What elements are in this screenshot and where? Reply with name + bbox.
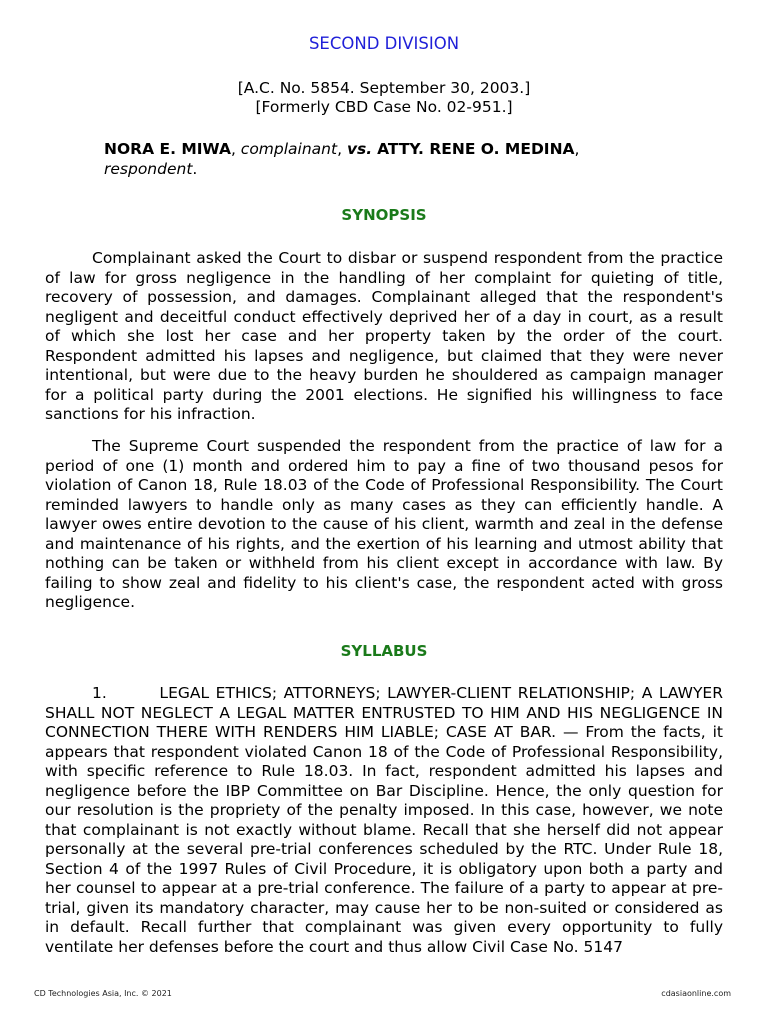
complainant-role: complainant: [240, 140, 338, 158]
complainant-name: NORA E. MIWA: [104, 140, 231, 158]
synopsis-heading: SYNOPSIS: [341, 206, 427, 224]
synopsis-paragraph: Complainant asked the Court to disbar or suspend respondent from the practice of law for gross negligence in the handling of her complaint for quieting of title, recovery of possession, and damages. Complainant alleged that the respondent's negligent and deceitful conduct effectively deprived her of a day in court, as a result of which she lost her case and her property taken by the order of the court. Respondent admitted his lapses and negligence, but claimed that they were never intentional, but were due to the heavy burden he shouldered as campaign manager for a political party during the 2001 elections. He signified his willingness to face sanctions for his infraction.: [45, 249, 723, 423]
division-title: SECOND DIVISION: [308, 34, 460, 53]
footer-copyright: CD Technologies Asia, Inc. © 2021: [34, 989, 172, 998]
synopsis-paragraph: The Supreme Court suspended the respondent from the practice of law for a period of one (1) month and ordered him to pay a fine of two thousand pesos for violation of Canon 18, Rule 18.03 of the Code of Professional Responsibility. The Court reminded lawyers to handle only as many cases as they can efficiently handle. A lawyer owes entire devotion to the cause of his client, warmth and zeal in the defense and maintenance of his rights, and the exertion of his learning and utmost ability that nothing can be taken or withheld from his client except in accordance with law. By failing to show zeal and fidelity to his client's case, the respondent acted with gross negligence.: [45, 437, 723, 611]
syllabus-heading: SYLLABUS: [340, 642, 428, 660]
respondent-role: respondent: [104, 160, 193, 178]
case-number-block: [0, 79, 768, 117]
versus: vs.: [346, 140, 373, 158]
case-number: [A.C. No. 5854. September 30, 2003.]: [237, 79, 531, 97]
case-parties: NORA E. MIWA, complainant, vs. ATTY. RENE O. MEDINA, respondent.: [104, 140, 580, 178]
former-case-number: [Formerly CBD Case No. 02-951.]: [255, 98, 513, 116]
syllabus-item: 1. LEGAL ETHICS; ATTORNEYS; LAWYER-CLIENT RELATIONSHIP; A LAWYER SHALL NOT NEGLECT A LEGAL MATTER ENTRUSTED TO HIM AND HIS NEGLIGENCE IN CONNECTION THERE WITH RENDERS HIM LIABLE; CASE AT BAR. — From the facts, it appears that respondent violated Canon 18 of the Code of Professional Responsibility, with specific reference to Rule 18.03. In fact, respondent admitted his lapses and negligence before the IBP Committee on Bar Discipline. Hence, the only question for our resolution is the propriety of the penalty imposed. In this case, however, we note that complainant is not exactly without blame. Recall that she herself did not appear personally at the several pre-trial conferences scheduled by the RTC. Under Rule 18, Section 4 of the 1997 Rules of Civil Procedure, it is obligatory upon both a party and her counsel to appear at a pre-trial conference. The failure of a party to appear at pre-trial, given its mandatory character, may cause her to be non-suited or considered as in default. Recall further that complainant was given every opportunity to fully ventilate her defenses before the court and thus allow Civil Case No. 5147: [45, 684, 723, 956]
footer-website: cdasiaonline.com: [661, 989, 731, 998]
respondent-name: ATTY. RENE O. MEDINA: [377, 140, 575, 158]
